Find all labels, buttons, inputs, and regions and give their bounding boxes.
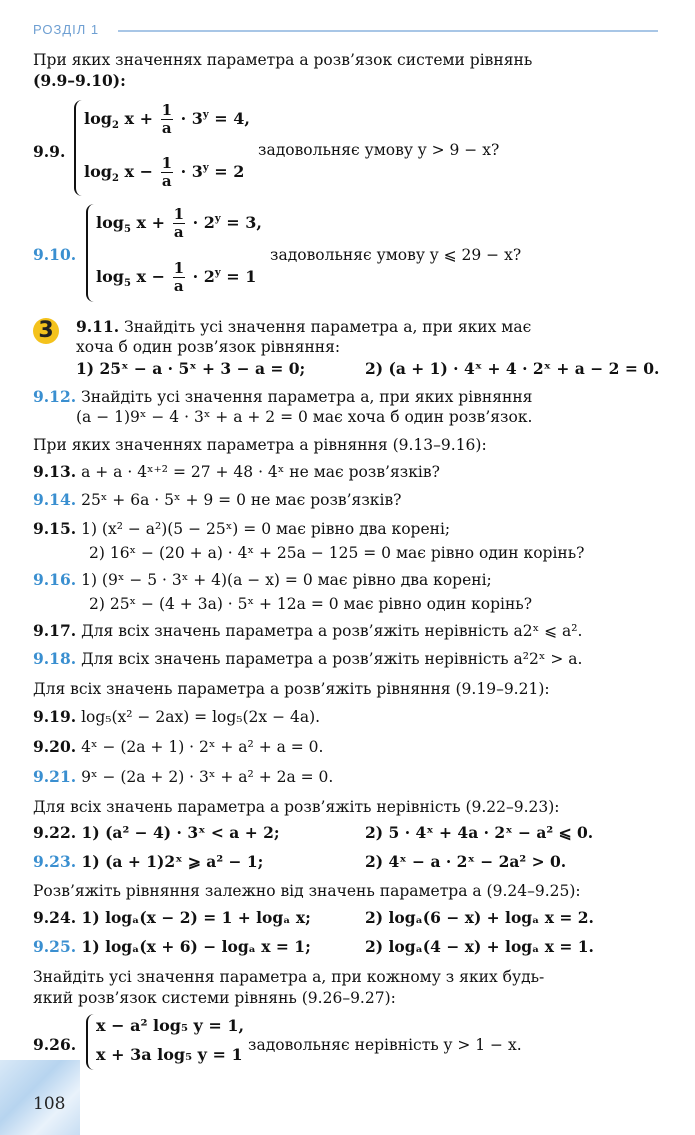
subproblem: 2) logₐ(6 − x) + logₐ x = 2. xyxy=(365,908,594,927)
difficulty-level-badge: 3 xyxy=(33,318,59,344)
problem-text: 9.18. Для всіх значень параметра a розв’яжіть нерівність a²2ˣ > a. xyxy=(33,649,583,668)
problem-text: 2) 16ˣ − (20 + a) · 4ˣ + 25a − 125 = 0 має рівно один корінь? xyxy=(89,544,585,562)
problem-text: 9.13. a + a · 4ˣ⁺² = 27 + 48 · 4ˣ не має розв’язків? xyxy=(33,462,440,481)
problem-text: (a − 1)9ˣ − 4 · 3ˣ + a + 2 = 0 має хоча б один розв’язок. xyxy=(76,408,533,426)
problem-text: 9.24. 1) logₐ(x − 2) = 1 + logₐ x; xyxy=(33,908,311,927)
section-label: РОЗДІЛ 1 xyxy=(33,22,100,37)
problem-text: 2) 25ˣ − (4 + 3a) · 5ˣ + 12a = 0 має рівно один корінь? xyxy=(89,595,533,613)
intro-line: При яких значеннях параметра a розв’язок системи рівнянь xyxy=(33,51,533,69)
problem-text: 9.23. 1) (a + 1)2ˣ ⩾ a² − 1; xyxy=(33,852,264,871)
section-divider xyxy=(118,30,658,32)
system-brace xyxy=(86,1014,96,1070)
condition: задовольняє умову y > 9 − x? xyxy=(258,141,500,159)
subproblem: 2) logₐ(4 − x) + logₐ x = 1. xyxy=(365,937,594,956)
subproblem: 2) (a + 1) · 4ˣ + 4 · 2ˣ + a − 2 = 0. xyxy=(365,359,660,378)
problem-text: 9.17. Для всіх значень параметра a розв’яжіть нерівність a2ˣ ⩽ a². xyxy=(33,621,583,640)
problem-number: 9.9. xyxy=(33,142,66,161)
section-intro: Для всіх значень параметра a розв’яжіть рівняння (9.19–9.21): xyxy=(33,680,550,698)
section-intro: При яких значеннях параметра a рівняння (9.13–9.16): xyxy=(33,436,487,454)
condition: задовольняє нерівність y > 1 − x. xyxy=(248,1036,522,1054)
subproblem: 2) 4ˣ − a · 2ˣ − 2a² > 0. xyxy=(365,852,567,871)
intro-range: (9.9–9.10): xyxy=(33,71,126,90)
system-brace xyxy=(86,204,96,302)
problem-text: 9.16. 1) (9ˣ − 5 · 3ˣ + 4)(a − x) = 0 має рівно два корені; xyxy=(33,570,492,589)
problem-text: 9.20. 4ˣ − (2a + 1) · 2ˣ + a² + a = 0. xyxy=(33,737,324,756)
equation: $\log_5 x$ − $\frac{1}{a}$ · $2^y = 1$ xyxy=(96,259,257,295)
subproblem: 2) 5 · 4ˣ + 4a · 2ˣ − a² ⩽ 0. xyxy=(365,823,594,842)
problem-text: 9.15. 1) (x² − a²)(5 − 25ˣ) = 0 має рівно два корені; xyxy=(33,519,451,538)
problem-text: 9.14. 25ˣ + 6a · 5ˣ + 9 = 0 не має розв’язків? xyxy=(33,490,402,509)
equation: x + 3a log₅ y = 1 xyxy=(96,1045,243,1064)
condition: задовольняє умову y ⩽ 29 − x? xyxy=(270,246,522,264)
system-brace xyxy=(74,100,84,196)
problem-text: 9.11. Знайдіть усі значення параметра a, при яких має xyxy=(76,317,532,336)
section-intro: Розв’яжіть рівняння залежно від значень параметра a (9.24–9.25): xyxy=(33,882,581,900)
section-intro: Знайдіть усі значення параметра a, при кожному з яких будь- xyxy=(33,968,545,986)
equation: x − a² log₅ y = 1, xyxy=(96,1016,245,1035)
page-number: 108 xyxy=(33,1094,66,1114)
subproblem: 1) 25ˣ − a · 5ˣ + 3 − a = 0; xyxy=(76,359,306,378)
equation: $\log_2 x$ − $\frac{1}{a}$ · $3^y = 2$ xyxy=(84,154,245,190)
problem-text: 9.19. log₅(x² − 2ax) = log₅(2x − 4a). xyxy=(33,707,321,726)
problem-number: 9.26. xyxy=(33,1035,77,1054)
equation: $\log_2 x$ + $\frac{1}{a}$ · $3^y = 4$, xyxy=(84,101,250,137)
problem-number: 9.10. xyxy=(33,245,77,264)
equation: $\log_5 x$ + $\frac{1}{a}$ · $2^y = 3$, xyxy=(96,205,262,241)
problem-text: 9.21. 9ˣ − (2a + 2) · 3ˣ + a² + 2a = 0. xyxy=(33,767,334,786)
section-intro: який розв’язок системи рівнянь (9.26–9.27): xyxy=(33,989,396,1007)
problem-text: 9.12. Знайдіть усі значення параметра a, при яких рівняння xyxy=(33,387,533,406)
problem-text: 9.25. 1) logₐ(x + 6) − logₐ x = 1; xyxy=(33,937,311,956)
problem-text: 9.22. 1) (a² − 4) · 3ˣ < a + 2; xyxy=(33,823,280,842)
problem-text: хоча б один розв’язок рівняння: xyxy=(76,338,341,356)
section-intro: Для всіх значень параметра a розв’яжіть нерівність (9.22–9.23): xyxy=(33,798,560,816)
